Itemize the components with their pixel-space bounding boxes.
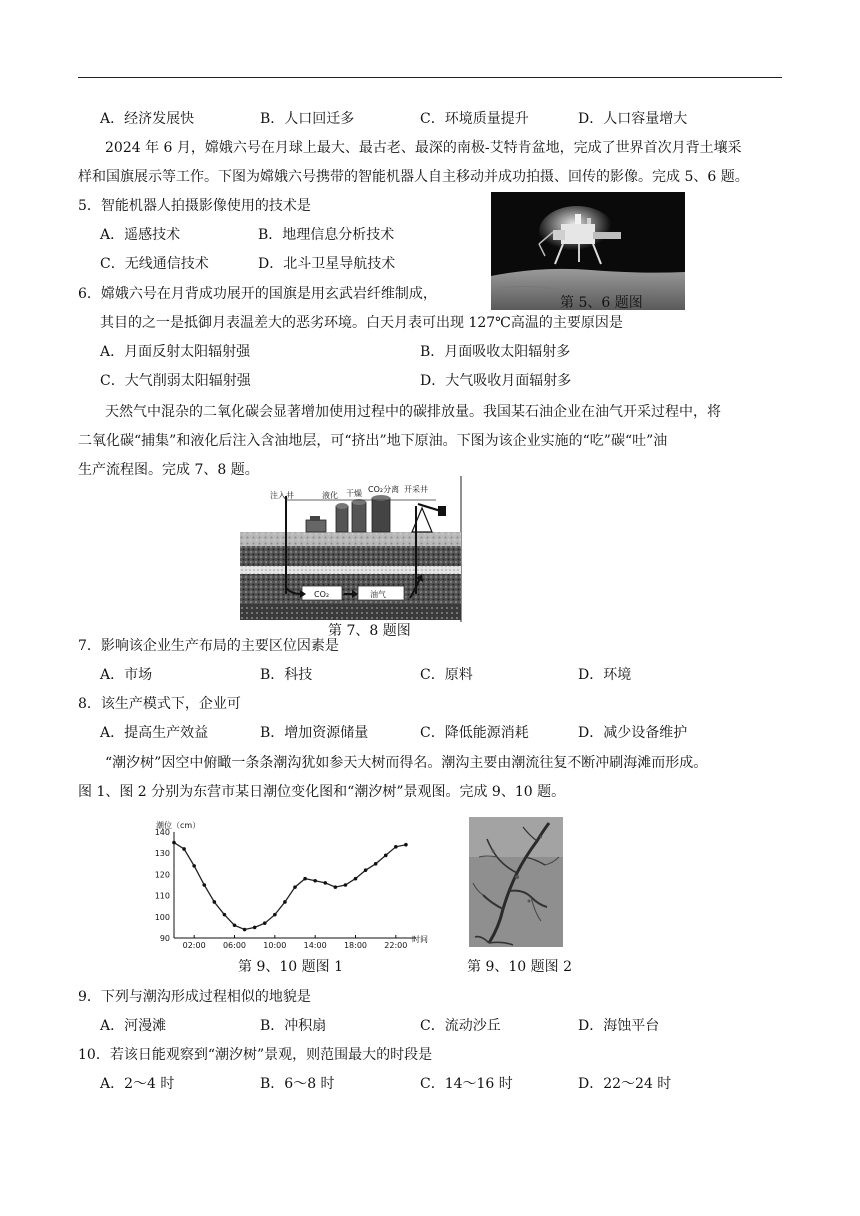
- tide-point: [313, 879, 317, 883]
- q5-stem: 5．智能机器人拍摄影像使用的技术是: [78, 198, 311, 214]
- x-tick-label: 22:00: [384, 941, 408, 950]
- tidal-tree-photo: [469, 817, 563, 947]
- q9-option-a: A．河漫滩: [100, 1018, 167, 1034]
- tide-point: [283, 900, 287, 904]
- y-tick-label: 130: [154, 849, 170, 859]
- tide-point: [273, 913, 277, 917]
- intro-7-8-line1: 天然气中混杂的二氧化碳会显著增加使用过程中的碳排放量。我国某石油企业在油气开采过程中，将: [105, 404, 721, 420]
- lunar-lander-photo: [491, 192, 685, 310]
- tide-point: [192, 864, 196, 868]
- x-tick-label: 02:00: [182, 941, 206, 950]
- q4-option-d: D．人口容量增大: [578, 111, 688, 127]
- intro-7-8-line3: 生产流程图。完成 7、8 题。: [78, 462, 259, 478]
- tide-level-chart: [140, 818, 440, 950]
- tide-point: [253, 926, 257, 930]
- q9-option-d: D．海蚀平台: [578, 1018, 660, 1034]
- tide-point: [263, 921, 267, 925]
- y-tick-label: 100: [154, 912, 170, 922]
- tide-point: [213, 900, 217, 904]
- tide-point: [303, 877, 307, 881]
- q5-option-c: C．无线通信技术: [100, 256, 209, 272]
- label-dry: 干燥: [346, 489, 362, 498]
- diagram-caption: 第 7、8 题图: [328, 623, 411, 639]
- chart-ylabel: 潮位（cm）: [156, 821, 201, 830]
- q7-option-a: A．市场: [100, 667, 153, 683]
- tide-point: [374, 862, 378, 866]
- x-tick-label: 10:00: [263, 941, 287, 950]
- y-tick-label: 90: [159, 934, 170, 943]
- label-oil-gas: 油气: [370, 590, 386, 599]
- q10-option-d: D．22～24 时: [578, 1076, 672, 1092]
- q10-option-b: B．6～8 时: [260, 1076, 335, 1092]
- q10-option-c: C．14～16 时: [420, 1076, 513, 1092]
- q6-option-a: A．月面反射太阳辐射强: [100, 344, 251, 360]
- label-co2-separation: CO₂分离: [368, 485, 400, 494]
- q4-option-a: A．经济发展快: [100, 111, 195, 127]
- q9-option-c: C．流动沙丘: [420, 1018, 501, 1034]
- q6-stem-line2: 其目的之一是抵御月表温差大的恶劣环境。白天月表可出现 127℃高温的主要原因是: [100, 315, 623, 331]
- label-liquefy: 液化: [322, 491, 338, 500]
- q9-option-b: B．冲积扇: [260, 1018, 327, 1034]
- tide-point: [334, 885, 338, 889]
- y-tick-label: 120: [154, 870, 170, 880]
- q7-option-d: D．环境: [578, 667, 632, 683]
- intro-5-6-line2: 样和国旗展示等工作。下图为嫦娥六号携带的智能机器人自主移动并成功拍摄、回传的影像。完成 5、6 题。: [78, 169, 749, 185]
- q10-stem: 10．若该日能观察到“潮汐树”景观，则范围最大的时段是: [78, 1047, 433, 1063]
- tide-point: [384, 854, 388, 858]
- q9-stem: 9．下列与潮沟形成过程相似的地貌是: [78, 989, 311, 1005]
- tide-point: [344, 883, 348, 887]
- tide-point: [354, 877, 358, 881]
- tide-point: [243, 928, 247, 932]
- tide-point: [293, 885, 297, 889]
- q7-option-c: C．原料: [420, 667, 473, 683]
- q8-option-d: D．减少设备维护: [578, 725, 688, 741]
- photo-caption: 第 5、6 题图: [560, 295, 643, 311]
- intro-9-10-line2: 图 1、图 2 分别为东营市某日潮位变化图和“潮汐树”景观图。完成 9、10 题。: [78, 784, 566, 800]
- q4-option-b: B．人口回迁多: [260, 111, 355, 127]
- q6-option-d: D．大气吸收月面辐射多: [420, 373, 572, 389]
- q5-option-d: D．北斗卫星导航技术: [258, 256, 396, 272]
- x-tick-label: 06:00: [222, 941, 247, 950]
- q8-option-a: A．提高生产效益: [100, 725, 209, 741]
- y-tick-label: 110: [154, 891, 170, 901]
- y-tick-label: 140: [154, 828, 170, 837]
- q8-option-c: C．降低能源消耗: [420, 725, 529, 741]
- header-rule: [78, 77, 782, 78]
- x-tick-label: 14:00: [303, 941, 327, 950]
- tide-point: [182, 847, 186, 851]
- q4-option-c: C．环境质量提升: [420, 111, 529, 127]
- label-co2: CO₂: [314, 590, 330, 599]
- co2-process-diagram: [240, 476, 464, 622]
- tide-point: [223, 913, 227, 917]
- intro-7-8-line2: 二氧化碳“捕集”和液化后注入含油地层，可“挤出”地下原油。下图为该企业实施的“吃”碳“吐”油: [78, 433, 668, 449]
- label-production-well: 开采井: [404, 485, 428, 494]
- q8-option-b: B．增加资源储量: [260, 725, 369, 741]
- tide-point: [394, 845, 398, 849]
- tide-point: [364, 868, 368, 872]
- q6-stem-line1: 6．嫦娥六号在月背成功展开的国旗是用玄武岩纤维制成，: [78, 286, 437, 302]
- intro-5-6-line1: 2024 年 6 月，嫦娥六号在月球上最大、最古老、最深的南极-艾特肯盆地，完成了世界首次月背土壤采: [105, 140, 742, 156]
- q8-stem: 8．该生产模式下，企业可: [78, 696, 241, 712]
- x-tick-label: 18:00: [343, 941, 368, 950]
- tide-point: [233, 923, 237, 927]
- tide-point: [404, 843, 408, 847]
- tide-series-line: [174, 843, 406, 930]
- tide-point: [202, 883, 206, 887]
- q5-option-b: B．地理信息分析技术: [258, 227, 395, 243]
- fig1-caption: 第 9、10 题图 1: [238, 959, 343, 975]
- tide-point: [323, 881, 327, 885]
- intro-9-10-line1: “潮汐树”因空中俯瞰一条条潮沟犹如参天大树而得名。潮沟主要由潮流往复不断冲刷海滩而形成。: [105, 755, 708, 771]
- label-injection-well: 注入井: [270, 491, 294, 500]
- q6-option-c: C．大气削弱太阳辐射强: [100, 373, 251, 389]
- q5-option-a: A．遥感技术: [100, 227, 181, 243]
- q6-option-b: B．月面吸收太阳辐射多: [420, 344, 571, 360]
- q10-option-a: A．2～4 时: [100, 1076, 175, 1092]
- fig2-caption: 第 9、10 题图 2: [467, 959, 572, 975]
- tide-point: [172, 841, 176, 845]
- chart-xlabel: 时间: [412, 935, 428, 944]
- q7-option-b: B．科技: [260, 667, 313, 683]
- q7-stem: 7．影响该企业生产布局的主要区位因素是: [78, 638, 339, 654]
